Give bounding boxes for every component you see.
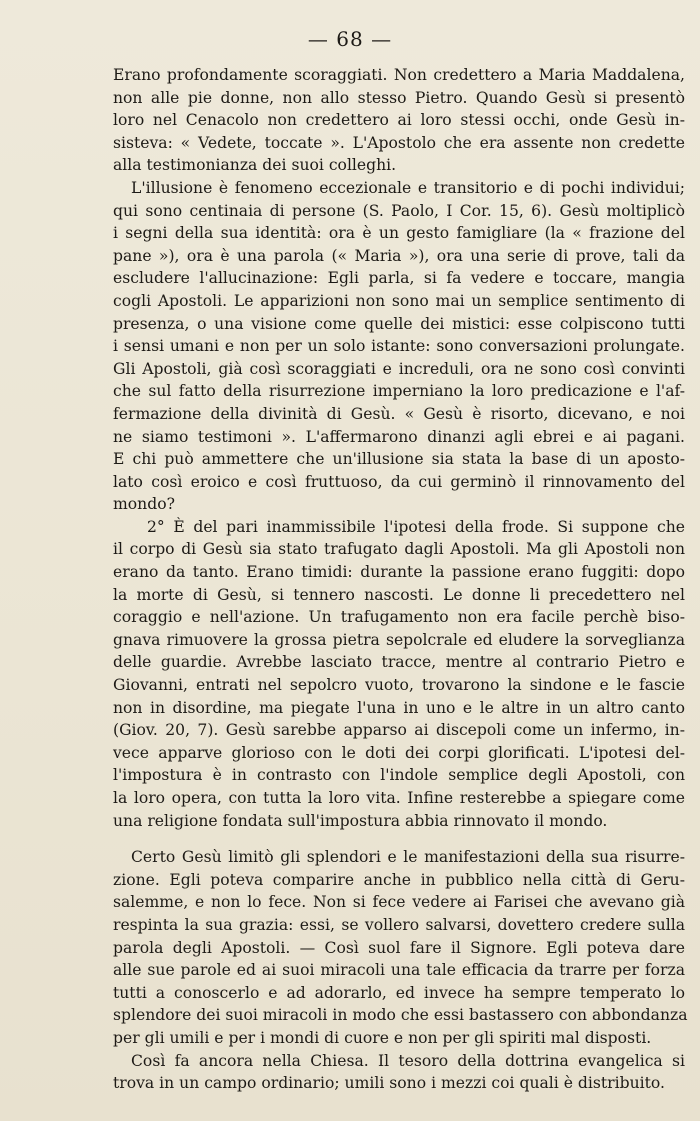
text-line: parola degli Apostoli. — Così suol fare il Signore. Egli poteva dare [113, 938, 685, 957]
text-line: la loro opera, con tutta la loro vita. Infine resterebbe a spiegare come [113, 789, 685, 807]
text-line: erano da tanto. Erano timidi: durante la passione erano fuggiti: dopo [113, 563, 685, 582]
text-line: loro nel Cenacolo non credettero ai loro stessi occhi, onde Gesù in- [113, 111, 685, 130]
text-line: (Giov. 20, 7). Gesù sarebbe apparso ai discepoli come un infermo, in- [113, 721, 685, 740]
text-line: 2° È del pari inammissibile l'ipotesi della frode. Si suppone che [147, 517, 685, 536]
text-line: sisteva: « Vedete, toccate ». L'Apostolo che era assente non credette [113, 133, 685, 152]
text-line: escludere l'allucinazione: Egli parla, si fa vedere e toccare, mangia [113, 269, 685, 288]
text-line: delle guardie. Avrebbe lasciato tracce, mentre al contrario Pietro e [113, 653, 685, 672]
text-line: alle sue parole ed ai suoi miracoli una tale efficacia da trarre per forza [113, 961, 685, 980]
text-line: non in disordine, ma piegate l'una in uno e le altre in un altro canto [113, 698, 685, 717]
text-line: gnava rimuovere la grossa pietra sepolcrale ed eludere la sorveglianza [113, 630, 685, 649]
text-line: mondo? [113, 495, 175, 514]
paragraph-gap [113, 832, 685, 846]
text-line: non alle pie donne, non allo stesso Pietro. Quando Gesù si presentò [113, 88, 685, 107]
text-line: il corpo di Gesù sia stato trafugato dagli Apostoli. Ma gli Apostoli non [113, 540, 685, 559]
text-line: per gli umili e per i mondi di cuore e non per gli spiriti mal disposti. [113, 1028, 652, 1047]
text-line: salemme, e non lo fece. Non si fece vedere ai Farisei che avevano già [113, 893, 685, 912]
text-line: pane »), ora è una parola (« Maria »), ora una serie di prove, tali da [113, 246, 685, 265]
text-line: i segni della sua identità: ora è un gesto famigliare (la « frazione del [113, 224, 685, 243]
paragraph [113, 846, 688, 1049]
text-line: Così fa ancora nella Chiesa. Il tesoro della dottrina evangelica si [131, 1051, 685, 1070]
text-line: tutti a conoscerlo e ad adorarlo, ed invece ha sempre temperato lo [113, 983, 685, 1002]
text-line: zione. Egli poteva comparire anche in pubblico nella città di Geru- [113, 870, 685, 889]
text-line: Erano profondamente scoraggiati. Non credettero a Maria Maddalena, [113, 66, 685, 84]
text-line: trova in un campo ordinario; umili sono i mezzi coi quali è distribuito. [113, 1074, 665, 1093]
text-line: alla testimonianza dei suoi colleghi. [113, 156, 397, 175]
text-line: Certo Gesù limitò gli splendori e le manifestazioni della sua risurre- [131, 848, 685, 867]
text-line: qui sono centinaia di persone (S. Paolo, I Cor. 15, 6). Gesù moltiplicò [113, 201, 685, 220]
text-line: coraggio e nell'azione. Un trafugamento non era facile perchè biso- [113, 608, 685, 627]
text-line: Gli Apostoli, già così scoraggiati e increduli, ora ne sono così convinti [113, 359, 685, 378]
body-text [113, 64, 688, 1095]
text-line: respinta la sua grazia: essi, se vollero salvarsi, dovettero credere sulla [113, 915, 685, 934]
text-line: fermazione della divinità di Gesù. « Gesù è risorto, dicevano, e noi [113, 404, 685, 423]
text-line: ne siamo testimoni ». L'affermarono dinanzi agli ebrei e ai pagani. [113, 427, 685, 446]
text-line: splendore dei suoi miracoli in modo che essi bastassero con abbondanza [113, 1006, 688, 1025]
text-line: i sensi umani e non per un solo istante: sono conversazioni prolungate. [113, 337, 685, 356]
paragraph [113, 1050, 685, 1095]
text-line: la morte di Gesù, si tennero nascosti. Le donne li precedettero nel [113, 585, 685, 604]
text-line: Giovanni, entrati nel sepolcro vuoto, trovarono la sindone e le fascie [113, 676, 685, 695]
text-line: vece apparve glorioso con le doti dei corpi glorificati. L'ipotesi del- [113, 743, 685, 762]
text-line: presenza, o una visione come quelle dei mistici: esse colpiscono tutti [113, 314, 685, 333]
text-line: E chi può ammettere che un'illusione sia stata la base di un aposto- [113, 450, 685, 469]
text-line: l'impostura è in contrasto con l'indole semplice degli Apostoli, con [113, 766, 685, 785]
text-line: L'illusione è fenomeno eccezionale e transitorio e di pochi individui; [131, 178, 685, 197]
paragraph [113, 177, 685, 516]
text-line: cogli Apostoli. Le apparizioni non sono mai un semplice sentimento di [113, 291, 685, 310]
page-number: — 68 — [307, 27, 393, 51]
paragraph [113, 64, 685, 177]
text-line: lato così eroico e così fruttuoso, da cui germinò il rinnovamento del [113, 472, 685, 491]
text-line: una religione fondata sull'impostura abbia rinnovato il mondo. [113, 811, 608, 830]
paragraph [113, 516, 685, 832]
text-line: che sul fatto della risurrezione imperniano la loro predicazione e l'af- [113, 382, 685, 401]
